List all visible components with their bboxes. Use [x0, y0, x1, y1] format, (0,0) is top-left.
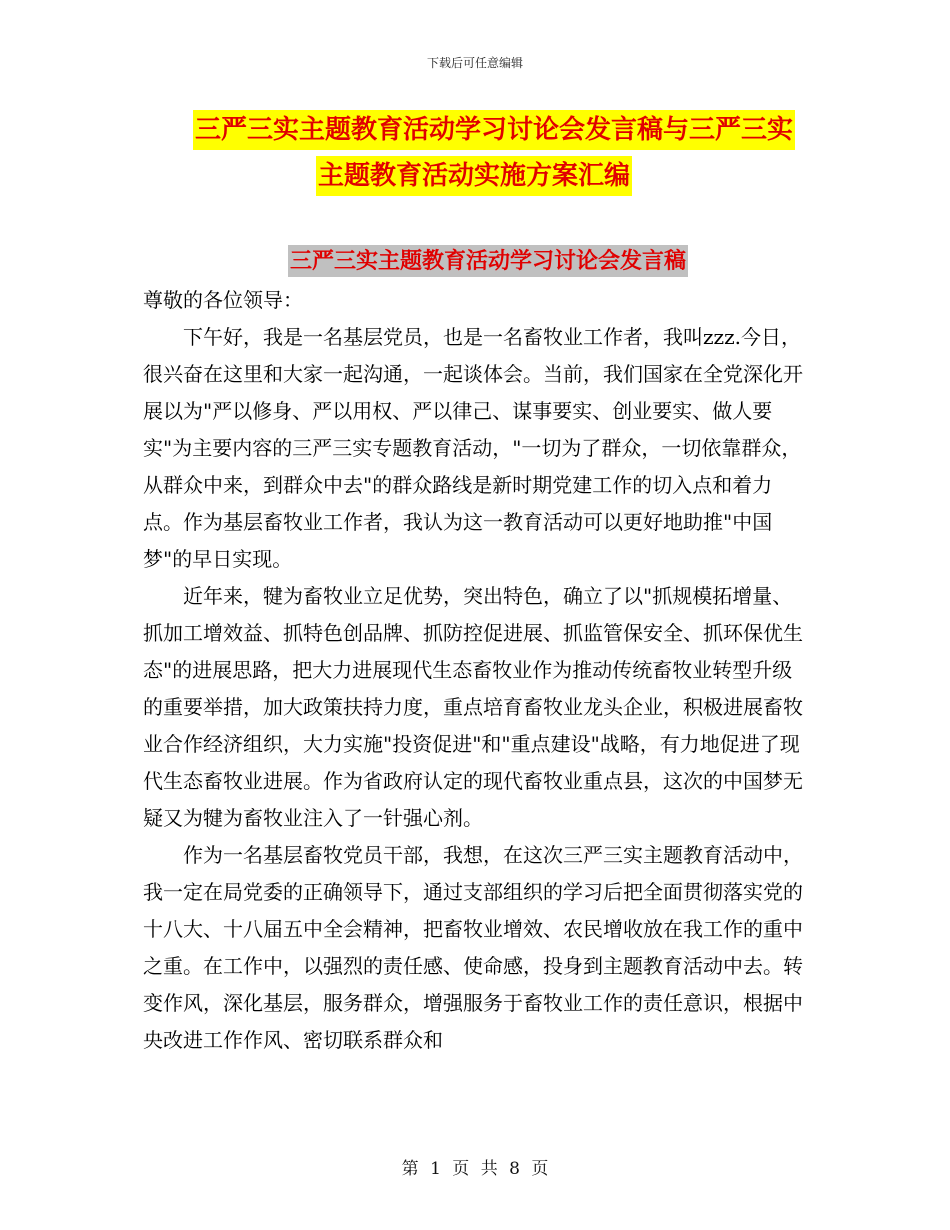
- document-title-line-1: 三严三实主题教育活动学习讨论会发言稿与三严三实: [193, 110, 795, 150]
- page-footer: 第 1 页 共 8 页: [401, 1159, 549, 1179]
- paragraph-2: 近年来，犍为畜牧业立足优势，突出特色，确立了以"抓规模拓增量、抓加工增效益、抓特色创品牌、抓防控促进展、抓监管保安全、抓环保优生态"的进展思路，把大力进展现代生态畜牧业作为推动传统畜牧业转型升级的重要举措，加大政策扶持力度，重点培育畜牧业龙头企业，积极进展畜牧业合作经济组织，大力实施"投资促进"和"重点建设"战略，有力地促进了现代生态畜牧业进展。作为省政府认定的现代畜牧业重点县，这次的中国梦无疑又为犍为畜牧业注入了一针强心剂。: [143, 584, 803, 830]
- document-title-line-2: 主题教育活动实施方案汇编: [316, 156, 632, 196]
- document-body: [143, 282, 805, 1059]
- section-title: 三严三实主题教育活动学习讨论会发言稿: [288, 245, 688, 277]
- page-header-note: 下载后可任意编辑: [426, 56, 523, 70]
- paragraph-1: 下午好，我是一名基层党员，也是一名畜牧业工作者，我叫zzz.今日，很兴奋在这里和大家一起沟通，一起谈体会。当前，我们国家在全党深化开展以为"严以修身、严以用权、严以律己、谋事要实、创业要实、做人要实"为主要内容的三严三实专题教育活动，"一切为了群众，一切依靠群众，从群众中来，到群众中去"的群众路线是新时期党建工作的切入点和着力点。作为基层畜牧业工作者，我认为这一教育活动可以更好地助推"中国梦"的早日实现。: [143, 325, 803, 571]
- paragraph-3: 作为一名基层畜牧党员干部，我想，在这次三严三实主题教育活动中，我一定在局党委的正确领导下，通过支部组织的学习后把全面贯彻落实党的十八大、十八届五中全会精神，把畜牧业增效、农民增收放在我工作的重中之重。在工作中，以强烈的责任感、使命感，投身到主题教育活动中去。转变作风，深化基层，服务群众，增强服务于畜牧业工作的责任意识，根据中央改进工作作风、密切联系群众和: [143, 843, 803, 1052]
- salutation: 尊敬的各位领导：: [143, 288, 303, 312]
